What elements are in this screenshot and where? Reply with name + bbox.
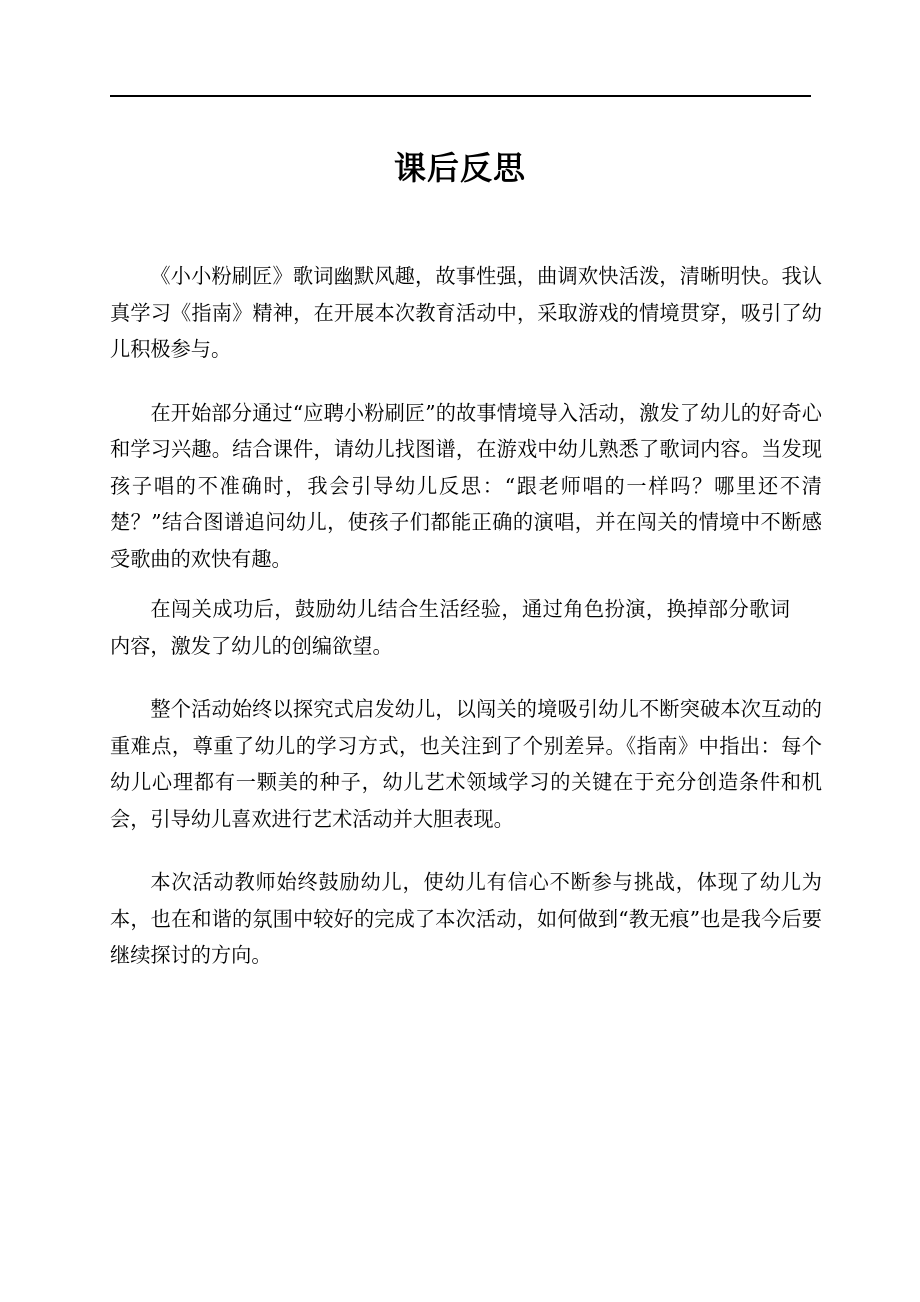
paragraph-1: 《小小粉刷匠》歌词幽默风趣，故事性强，曲调欢快活泼，清晰明快。我认真学习《指南》精神，在开展本次教育活动中，采取游戏的情境贯穿，吸引了幼儿积极参与。 bbox=[110, 264, 822, 361]
document-body bbox=[110, 258, 822, 974]
paragraph-5: 本次活动教师始终鼓励幼儿，使幼儿有信心不断参与挑战，体现了幼儿为本，也在和谐的氛围中较好的完成了本次活动，如何做到“教无痕”也是我今后要继续探讨的方向。 bbox=[110, 870, 822, 967]
paragraph-3: 在闯关成功后，鼓励幼儿结合生活经验，通过角色扮演，换掉部分歌词内容，激发了幼儿的创编欲望。 bbox=[110, 597, 790, 658]
paragraph-4: 整个活动始终以探究式启发幼儿，以闯关的境吸引幼儿不断突破本次互动的重难点，尊重了幼儿的学习方式，也关注到了个别差异。《指南》中指出：每个幼儿心理都有一颗美的种子，幼儿艺术领域学习的关键在于充分创造条件和机会，引导幼儿喜欢进行艺术活动并大胆表现。 bbox=[110, 697, 822, 831]
header-rule bbox=[110, 95, 811, 97]
paragraph-2: 在开始部分通过“应聘小粉刷匠”的故事情境导入活动，激发了幼儿的好奇心和学习兴趣。结合课件，请幼儿找图谱，在游戏中幼儿熟悉了歌词内容。当发现孩子唱的不准确时，我会引导幼儿反思：“跟老师唱的一样吗？哪里还不清楚？”结合图谱追问幼儿，使孩子们都能正确的演唱，并在闯关的情境中不断感受歌曲的欢快有趣。 bbox=[110, 400, 822, 571]
page-title: 课后反思 bbox=[393, 149, 526, 187]
